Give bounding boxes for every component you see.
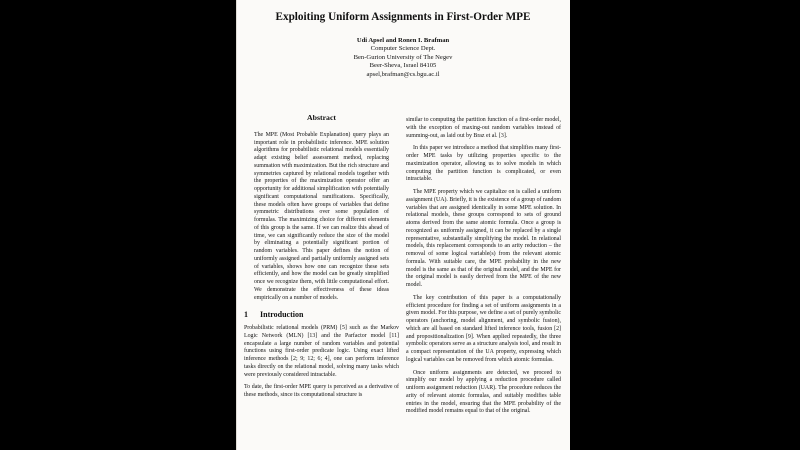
affiliation-university: Ben-Gurion University of The Negev xyxy=(353,53,453,61)
author-email: apsel,brafman@cs.bgu.ac.il xyxy=(366,70,440,78)
right-paragraph-1: similar to computing the partition function of a first-order model, with the exception of maxing-out random variables instead of summing-out, as laid out by Braz et al. [3]. xyxy=(406,117,561,139)
paper-title: Exploiting Uniform Assignments in First-Order MPE xyxy=(275,11,531,23)
right-paragraph-5: Once uniform assignments are detected, we proceed to simplify our model by applying a reduction procedure called uniform assignment reduction (UAR). The procedure reduces the arity of relevant atomic formulas, and suitably modifies table entries in the model, ensuring that the MPE probability of the modified model remains equal to that of the original. xyxy=(406,369,561,415)
affiliation-dept: Computer Science Dept. xyxy=(370,45,436,53)
right-column xyxy=(406,117,561,421)
right-paragraph-2: In this paper we introduce a method that simplifies many first-order MPE tasks by utilizing properties specific to the maximization operator, allowing us to solve models in which computing the partition function is complicated, or even intractable. xyxy=(406,145,561,183)
abstract-heading: Abstract xyxy=(306,113,336,122)
right-paragraph-3: The MPE property which we capitalize on is called a uniform assignment (UA). Briefly, it is the existence of a group of random variables that are assigned identically in some MPE solution. In relational models, these groups correspond to sets of ground atoms derived from the same atomic formula. Once a group is recognized as uniformly assigned, it can be replaced by a single representative, substantially simplifying the model. In relational models, this replacement corresponds to an arity reduction – the removal of some logical variable(s) from the relevant atomic formula. With suitable care, the MPE probability in the new model is the same as that of the original model, and the MPE for the original model is easily derived from the MPE of the new model. xyxy=(406,189,561,288)
section-number: 1 xyxy=(244,310,248,320)
right-paragraph-4: The key contribution of this paper is a computationally efficient procedure for finding a set of uniform assignments in a given model. For this purpose, we define a set of purely symbolic operators (anchoring, model alignment, and symbolic fusion), which are all based on standard lifted inference tools, fusion [2] and propositionalization [9]. When applied repeatedly, the three symbolic operators serve as a structure analysis tool, and result in a compact representation of the UA property, expressing which logical variables can be removed from which atomic formulas. xyxy=(406,294,561,363)
section-heading-introduction xyxy=(244,311,399,319)
intro-paragraph-1: Probabilistic relational models (PRM) [5] such as the Markov Logic Network (MLN) [13] and the Parfactor model [11] encapsulate a large number of random variables and potential functions using first-order predicate logic. Using exact lifted inference methods [2; 9; 12; 6; 4], one can perform inference tasks directly on the relational model, solving many tasks which were previously considered intractable. xyxy=(244,325,399,378)
affiliation-address: Beer-Sheva, Israel 84105 xyxy=(369,62,437,70)
paper-page xyxy=(236,0,570,450)
author-names: Udi Apsel and Ronen I. Brafman xyxy=(356,37,450,44)
author-block xyxy=(236,37,570,79)
section-title: Introduction xyxy=(260,310,304,320)
left-column xyxy=(244,114,399,405)
intro-paragraph-2: To date, the first-order MPE query is perceived as a derivative of these methods, since its computational structure is xyxy=(244,384,399,398)
abstract-text: The MPE (Most Probable Explanation) query plays an important role in probabilistic inference. MPE solution algorithms for probabilistic relational models essentially adapt existing belief assessment method, replacing summation with maximization. But the rich structure and symmetries captured by relational models together with the properties of the maximization operator offer an opportunity for additional simplification with potentially significant computational ramifications. Specifically, these models often have groups of variables that define symmetric distributions over some population of formulas. The maximizing choice for different elements of this group is the same. If we can realize this ahead of time, we can significantly reduce the size of the model by eliminating a potentially significant portion of random variables. This paper defines the notion of uniformly assigned and partially uniformly assigned sets of variables, shows how one can recognize these sets efficiently, and how the model can be greatly simplified once we recognize them, with little computational effort. We demonstrate the effectiveness of these ideas empirically on a number of models. xyxy=(254,131,389,301)
